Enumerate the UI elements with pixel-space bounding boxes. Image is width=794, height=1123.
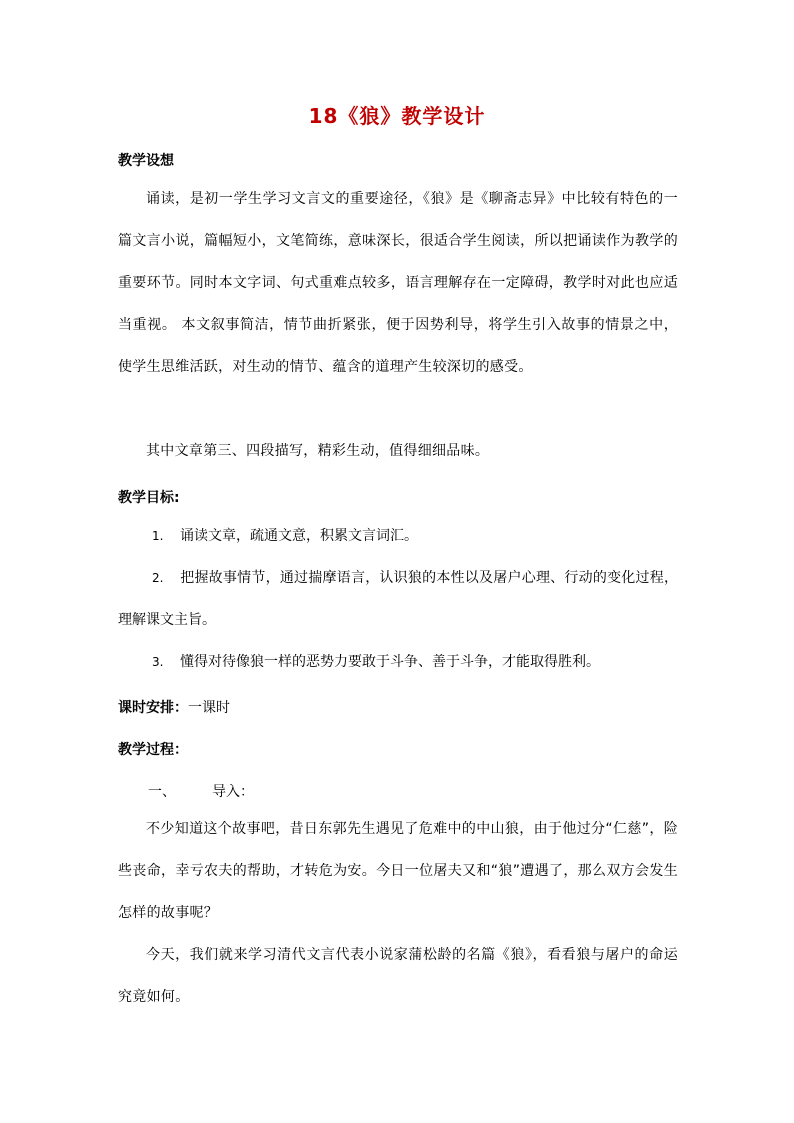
goal-item-1 bbox=[118, 515, 678, 557]
goal-item-2 bbox=[118, 557, 678, 641]
section-heading-idea: 教学设想 bbox=[118, 153, 174, 169]
goal-text: 诵读文章，疏通文意，积累文言词汇。 bbox=[180, 528, 418, 544]
goal-text: 把握故事情节，通过揣摩语言，认识狼的本性以及屠户心理、行动的变化过程，理解课文主旨。 bbox=[118, 570, 678, 628]
goal-number: 2. bbox=[152, 571, 164, 585]
section-heading-goals: 教学目标: bbox=[118, 490, 180, 506]
step-label: 导入： bbox=[212, 784, 254, 800]
step-1-line bbox=[148, 781, 254, 801]
paragraph-intro-1: 不少知道这个故事吧，昔日东郭先生遇见了危难中的中山狼，由于他过分“仁慈”，险些丧命，幸亏农夫的帮助，才转危为安。今日一位屠夫又和“狼”遭遇了，那么双方会发生怎样的故事呢？ bbox=[118, 821, 678, 921]
paragraph-idea-2: 其中文章第三、四段描写，精彩生动，值得细细品味。 bbox=[146, 443, 490, 459]
schedule-label: 课时安排： bbox=[118, 700, 188, 716]
goal-text: 懂得对待像狼一样的恶势力要敢于斗争、善于斗争，才能取得胜利。 bbox=[180, 654, 600, 670]
goal-number: 3. bbox=[152, 655, 164, 669]
step-number: 一、 bbox=[148, 784, 176, 800]
goal-item-3 bbox=[118, 641, 678, 683]
schedule-line bbox=[118, 697, 230, 717]
section-heading-process: 教学过程： bbox=[118, 742, 188, 758]
goal-number: 1. bbox=[152, 529, 164, 543]
paragraph-intro-2: 今天，我们就来学习清代文言代表小说家蒲松龄的名篇《狼》，看看狼与屠户的命运究竟如何。 bbox=[118, 947, 678, 1005]
schedule-value: 一课时 bbox=[188, 700, 230, 716]
document-title: 18《狼》教学设计 bbox=[308, 104, 486, 128]
paragraph-idea-1: 诵读，是初一学生学习文言文的重要途径，《狼》是《聊斋志异》中比较有特色的一篇文言小说，篇幅短小，文笔简练，意味深长，很适合学生阅读，所以把诵读作为教学的重要环节。同时本文字词、句式重难点较多，语言理解存在一定障碍，教学时对此也应适当重视。 本文叙事简洁，情节曲折紧张，便于因势利导，将学生引入故事的情景之中，使学生思维活跃，对生动的情节、蕴含的道理产生较深切的感受。 bbox=[118, 191, 678, 375]
